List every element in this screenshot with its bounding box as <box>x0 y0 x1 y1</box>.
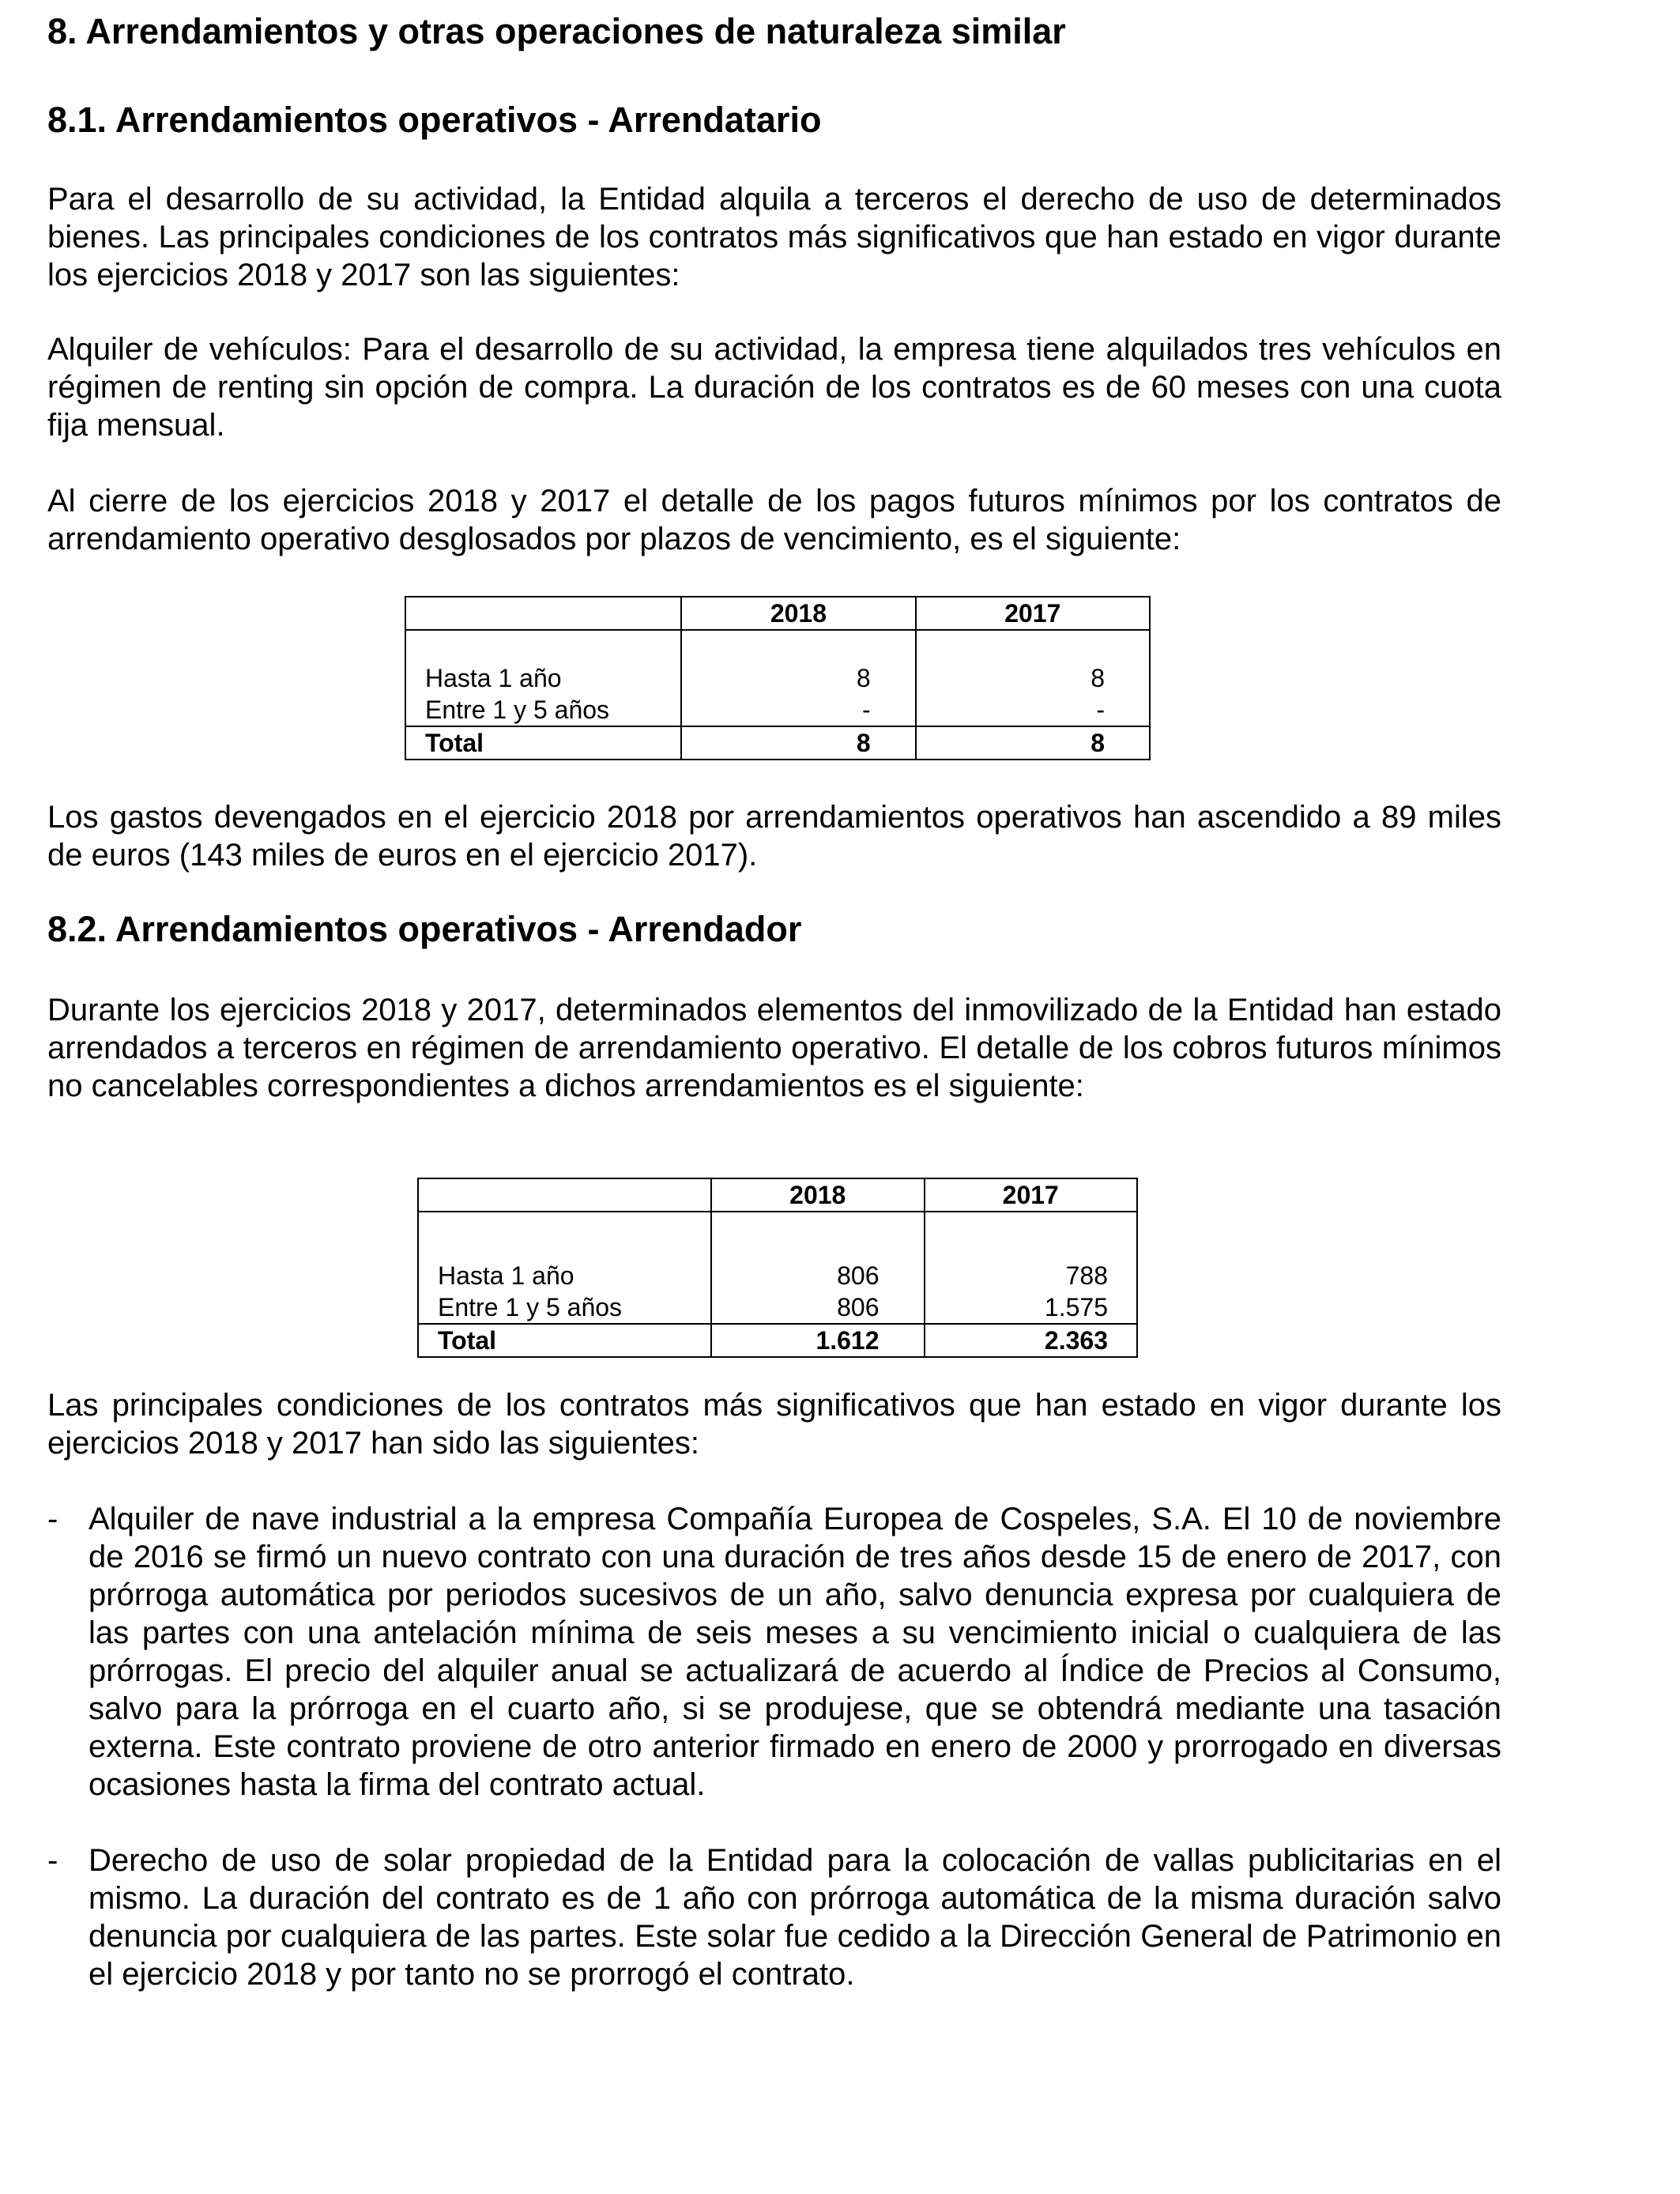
table-header-2017: 2017 <box>925 1178 1137 1212</box>
section-2-paragraph-1: Durante los ejercicios 2018 y 2017, determinados elementos del inmovilizado de la Entidad han estado arrendados a terceros en régimen de arrendamiento operativo. El detalle de los cobros futuros mínimos no cancelables correspondientes a dichos arrendamientos es el siguiente: <box>47 993 1501 1103</box>
row-label: Entre 1 y 5 años <box>405 694 681 726</box>
section-2-heading: 8.2. Arrendamientos operativos - Arrendador <box>47 909 802 949</box>
row-value-2018: - <box>681 694 915 726</box>
table-total-row <box>405 726 1150 760</box>
list-item-text: Alquiler de nave industrial a la empresa Compañía Europea de Cospeles, S.A. El 10 de noviembre de 2016 se firmó un nuevo contrato con una duración de tres años desde 15 de enero de 2017, con prórroga automática por periodos sucesivos de un año, salvo denuncia expresa por cualquiera de las partes con una antelación mínima de seis meses a su vencimiento inicial o cualquiera de las prórrogas. El precio del alquiler anual se actualizará de acuerdo al Índice de Precios al Consumo, salvo para la prórroga en el cuarto año, si se produjese, que se obtendrá mediante una tasación externa. Este contrato proviene de otro anterior firmado en enero de 2000 y prorrogado en diversas ocasiones hasta la firma del contrato actual. <box>89 1502 1501 1802</box>
table-header-empty <box>418 1178 711 1212</box>
total-value-2017: 2.363 <box>925 1324 1137 1357</box>
row-value-2017: 1.575 <box>925 1291 1137 1324</box>
section-1-paragraph-2: Alquiler de vehículos: Para el desarrollo de su actividad, la empresa tiene alquilados tres vehículos en régimen de renting sin opción de compra. La duración de los contratos es de 60 meses con una cuota fija mensual. <box>47 332 1501 443</box>
section-1-paragraph-4: Los gastos devengados en el ejercicio 2018 por arrendamientos operativos han ascendido a 89 miles de euros (143 miles de euros en el ejercicio 2017). <box>47 800 1501 873</box>
table-header-empty <box>405 597 681 630</box>
table-row <box>405 694 1150 726</box>
table-spacer-row <box>418 1212 1137 1260</box>
row-value-2017: 788 <box>925 1260 1137 1291</box>
section-1-heading: 8.1. Arrendamientos operativos - Arrendatario <box>47 100 822 140</box>
total-value-2018: 1.612 <box>711 1324 925 1357</box>
total-label: Total <box>405 726 681 760</box>
total-value-2017: 8 <box>916 726 1150 760</box>
table-spacer-row <box>405 630 1150 662</box>
lessor-receipts-table <box>417 1178 1138 1358</box>
row-label: Hasta 1 año <box>405 662 681 694</box>
section-2-paragraph-2: Las principales condiciones de los contratos más significativos que han estado en vigor durante los ejercicios 2018 y 2017 han sido las siguientes: <box>47 1388 1501 1461</box>
row-value-2018: 806 <box>711 1260 925 1291</box>
list-dash: - <box>47 1502 58 1536</box>
total-label: Total <box>418 1324 711 1357</box>
row-value-2017: - <box>916 694 1150 726</box>
table-row <box>418 1291 1137 1324</box>
table-header-2018: 2018 <box>681 597 915 630</box>
row-value-2017: 8 <box>916 662 1150 694</box>
row-value-2018: 806 <box>711 1291 925 1324</box>
table-header-2018: 2018 <box>711 1178 925 1212</box>
list-item-text: Derecho de uso de solar propiedad de la Entidad para la colocación de vallas publicitarias en el mismo. La duración del contrato es de 1 año con prórroga automática de la misma duración salvo denuncia por cualquiera de las partes. Este solar fue cedido a la Dirección General de Patrimonio en el ejercicio 2018 y por tanto no se prorrogó el contrato. <box>89 1843 1501 1992</box>
section-1-paragraph-1: Para el desarrollo de su actividad, la Entidad alquila a terceros el derecho de uso de determinados bienes. Las principales condiciones de los contratos más significativos que han estado en vigor durante los ejercicios 2018 y 2017 son las siguientes: <box>47 182 1501 292</box>
lessee-payments-table <box>405 596 1151 760</box>
table-row <box>405 662 1150 694</box>
section-1-paragraph-3: Al cierre de los ejercicios 2018 y 2017 el detalle de los pagos futuros mínimos por los contratos de arrendamiento operativo desglosados por plazos de vencimiento, es el siguiente: <box>47 484 1501 556</box>
row-label: Entre 1 y 5 años <box>418 1291 711 1324</box>
table-row <box>418 1260 1137 1291</box>
row-value-2018: 8 <box>681 662 915 694</box>
total-value-2018: 8 <box>681 726 915 760</box>
row-label: Hasta 1 año <box>418 1260 711 1291</box>
table-header-row <box>418 1178 1137 1212</box>
table-header-row <box>405 597 1150 630</box>
table-total-row <box>418 1324 1137 1357</box>
list-dash: - <box>47 1843 58 1878</box>
main-heading: 8. Arrendamientos y otras operaciones de naturaleza similar <box>47 11 1066 51</box>
table-header-2017: 2017 <box>916 597 1150 630</box>
